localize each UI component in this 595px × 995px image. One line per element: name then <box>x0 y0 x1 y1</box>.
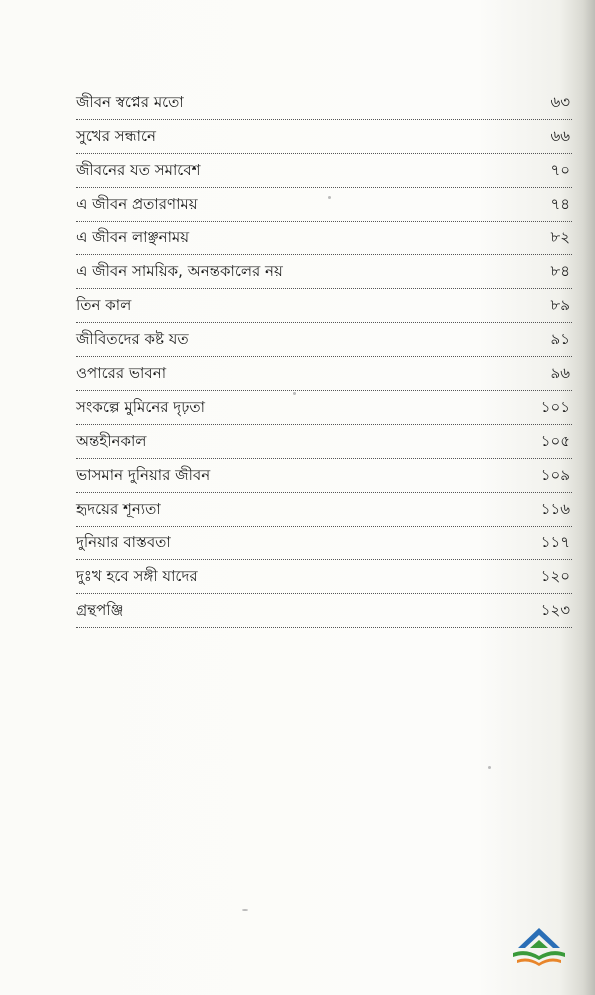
toc-entry <box>76 154 572 188</box>
toc-entry-page: ৭০ <box>550 160 570 179</box>
toc-entry-title: সংকল্পে মুমিনের দৃঢ়তা <box>76 397 205 416</box>
toc-entry-title: তিন কাল <box>76 296 132 315</box>
paper-speck <box>293 392 296 395</box>
toc-entry <box>76 222 572 256</box>
toc-entry-page: ১১৬ <box>540 499 570 518</box>
toc-entry-title: এ জীবন সাময়িক, অনন্তকালের নয় <box>76 262 283 281</box>
toc-entry <box>76 459 572 493</box>
paper-speck <box>242 909 248 911</box>
toc-entry <box>76 560 572 594</box>
publisher-logo-icon <box>508 918 570 970</box>
toc-entry-title: জীবিতদের কষ্ট যত <box>76 330 189 349</box>
toc-entry-page: ৬৩ <box>550 92 570 111</box>
toc-entry <box>76 357 572 391</box>
toc-entry-page: ৮৪ <box>550 262 570 281</box>
toc-entry-page: ৬৬ <box>550 126 570 145</box>
toc-entry <box>76 188 572 222</box>
toc-entry-title: দুঃখ হবে সঙ্গী যাদের <box>76 567 198 586</box>
toc-entry <box>76 289 572 323</box>
toc-entry <box>76 120 572 154</box>
toc-entry-page: ৯৬ <box>550 364 570 383</box>
toc-entry-page: ৯১ <box>550 330 570 349</box>
toc-entry <box>76 594 572 628</box>
toc-entry-page: ৮৯ <box>550 296 570 315</box>
toc-entry-title: এ জীবন প্রতারণাময় <box>76 194 198 213</box>
toc-entry-page: ১২০ <box>540 567 570 586</box>
toc-entry-title: সুখের সন্ধানে <box>76 126 156 145</box>
paper-speck <box>488 766 491 769</box>
toc-entry-title: দুনিয়ার বাস্তবতা <box>76 533 171 552</box>
paper-speck <box>328 196 331 199</box>
toc-entry-page: ১২৩ <box>540 601 570 620</box>
toc-entry <box>76 255 572 289</box>
toc-entry-title: গ্রন্থপঞ্জি <box>76 601 124 620</box>
toc-entry-page: ৭৪ <box>550 194 570 213</box>
toc-entry-title: হৃদয়ের শূন্যতা <box>76 499 161 518</box>
toc-entry <box>76 86 572 120</box>
table-of-contents <box>76 86 572 628</box>
toc-entry-title: এ জীবন লাঞ্ছনাময় <box>76 228 190 247</box>
toc-entry <box>76 323 572 357</box>
toc-entry <box>76 391 572 425</box>
toc-entry-page: ১১৭ <box>540 533 570 552</box>
toc-entry-page: ১০১ <box>540 397 570 416</box>
toc-entry-title: জীবনের যত সমাবেশ <box>76 160 201 179</box>
toc-entry-title: ভাসমান দুনিয়ার জীবন <box>76 465 211 484</box>
toc-entry <box>76 527 572 561</box>
toc-entry-page: ১০৫ <box>540 431 570 450</box>
toc-entry-title: অন্তহীনকাল <box>76 431 147 450</box>
toc-entry-page: ১০৯ <box>540 465 570 484</box>
toc-entry <box>76 425 572 459</box>
toc-entry <box>76 493 572 527</box>
toc-entry-page: ৮২ <box>550 228 570 247</box>
toc-entry-title: জীবন স্বপ্নের মতো <box>76 92 184 111</box>
toc-entry-title: ওপারের ভাবনা <box>76 364 167 383</box>
